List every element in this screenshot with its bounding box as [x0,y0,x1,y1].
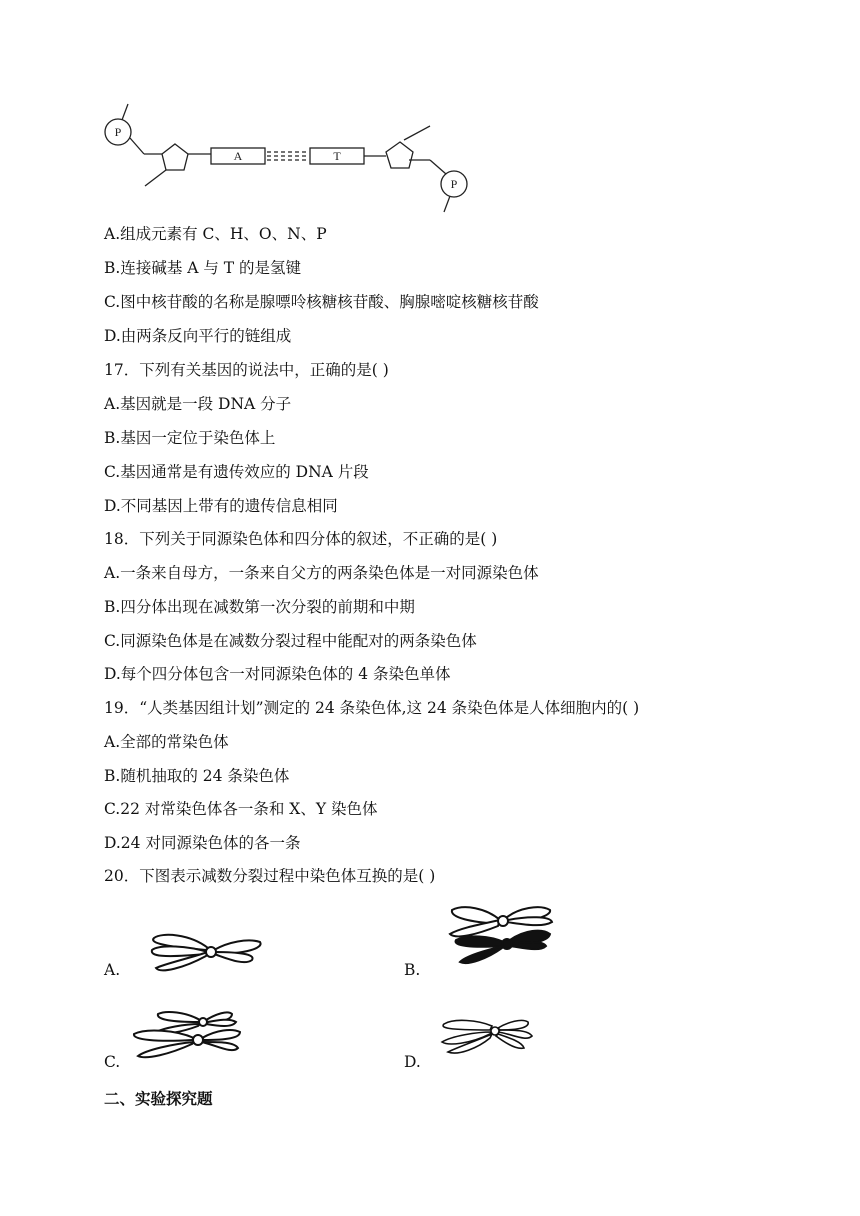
q19-option-c: C.22 对常染色体各一条和 X、Y 染色体 [104,800,378,818]
sugar-left [162,144,188,170]
q19-stem: 19．“人类基因组计划”测定的 24 条染色体,这 24 条染色体是人体细胞内的( ) [104,699,640,717]
q16-option-d: D.由两条反向平行的链组成 [104,327,292,345]
q16-option-b: B.连接碱基 A 与 T 的是氢键 [104,259,302,277]
q20-label-b: B. [404,961,421,979]
q17-option-a: A.基因就是一段 DNA 分子 [104,395,292,413]
q18-stem: 18．下列关于同源染色体和四分体的叙述，不正确的是( ) [104,530,498,548]
q18-option-a: A.一条来自母方，一条来自父方的两条染色体是一对同源染色体 [104,564,539,582]
q19-option-b: B.随机抽取的 24 条染色体 [104,767,290,785]
q20-label-c: C. [104,1053,121,1071]
q16-option-c: C.图中核苷酸的名称是腺嘌呤核糖核苷酸、胸腺嘧啶核糖核苷酸 [104,293,539,311]
q17-option-d: D.不同基因上带有的遗传信息相同 [104,497,338,515]
q18-option-c: C.同源染色体是在减数分裂过程中能配对的两条染色体 [104,632,477,650]
q17-option-b: B.基因一定位于染色体上 [104,429,276,447]
q20-label-d: D. [404,1053,421,1071]
q16-option-a: A.组成元素有 C、H、O、N、P [104,225,327,243]
q19-option-d: D.24 对同源染色体的各一条 [104,834,301,852]
nucleotide-pair-diagram [100,98,480,218]
chromosome-image-d [438,1016,538,1058]
section-heading: 二、实验探究题 [104,1090,213,1108]
q18-option-b: B.四分体出现在减数第一次分裂的前期和中期 [104,598,415,616]
q18-option-d: D.每个四分体包含一对同源染色体的 4 条染色单体 [104,665,451,683]
chromosome-image-a [148,928,270,976]
q17-stem: 17．下列有关基因的说法中，正确的是( ) [104,361,389,379]
base-a-label: A [233,149,243,163]
base-t-label: T [333,149,341,163]
q17-option-c: C.基因通常是有遗传效应的 DNA 片段 [104,463,369,481]
q19-option-a: A.全部的常染色体 [104,733,229,751]
q20-stem: 20．下图表示减数分裂过程中染色体互换的是( ) [104,867,436,885]
chromosome-image-b [450,907,552,963]
chromosome-image-c [128,1006,246,1062]
q20-label-a: A. [104,961,121,979]
phosphate-right-label: P [450,177,458,191]
sugar-right [386,142,413,168]
phosphate-left-label: P [114,125,122,139]
